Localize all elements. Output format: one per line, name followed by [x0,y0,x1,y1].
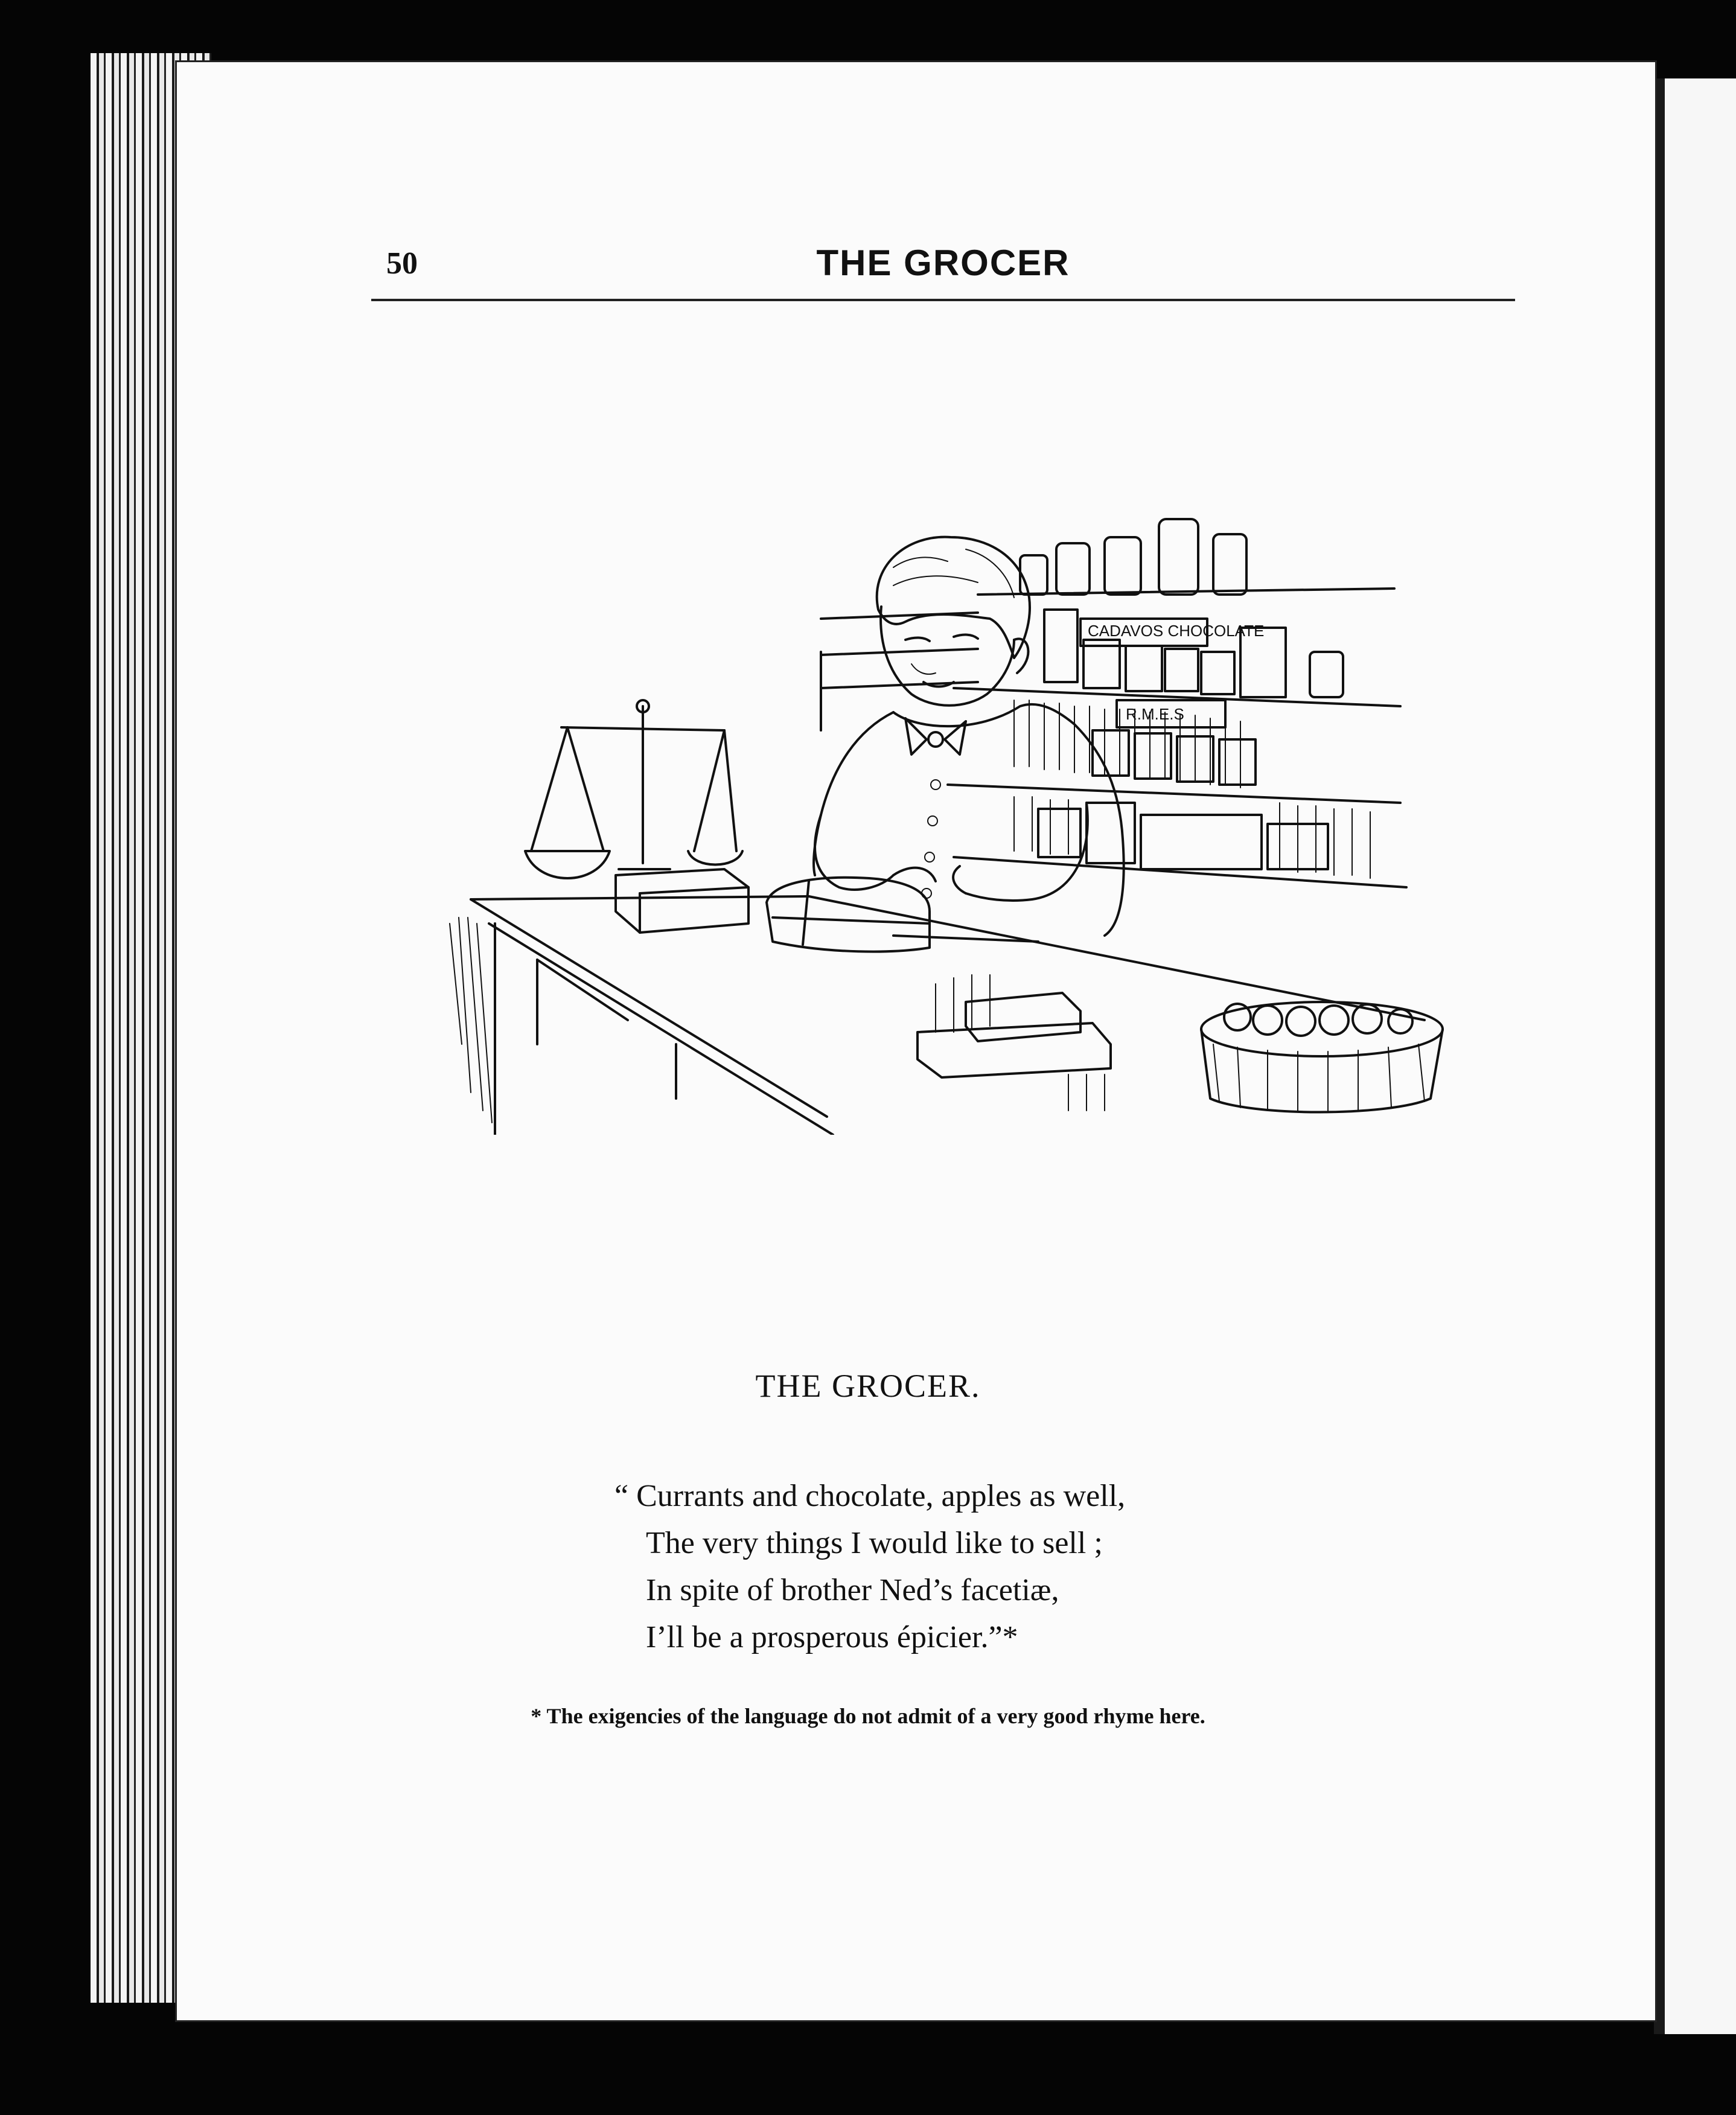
shelves [821,519,1406,887]
poem-line-4: I’ll be a prosperous épicier.”* [646,1620,1018,1654]
running-head: THE GROCER [816,243,1070,283]
counter [450,896,1425,1135]
shelf-sign-1: CADAVOS CHOCOLATE [1088,622,1265,640]
apple-basket [1201,1002,1443,1112]
poem-line-1: “ Currants and chocolate, apples as well, [614,1479,1126,1513]
poem-stanza [614,1473,1399,1661]
poem-line-3: In spite of brother Ned’s facetiæ, [646,1573,1059,1607]
grocer-illustration [435,501,1449,1135]
poem-title: THE GROCER. [755,1368,981,1404]
poem-line-2: The very things I would like to sell ; [646,1526,1103,1560]
page-number: 50 [386,246,418,281]
grocer-boy [814,537,1124,942]
page-header [371,238,1515,305]
header-rule [371,299,1515,301]
facing-page-edge [1654,78,1736,2034]
shelf-sign-2: R.M.E.S [1126,705,1184,723]
footnote: * The exigencies of the language do not admit of a very good rhyme here. [531,1704,1205,1728]
balance-scale [525,700,742,878]
